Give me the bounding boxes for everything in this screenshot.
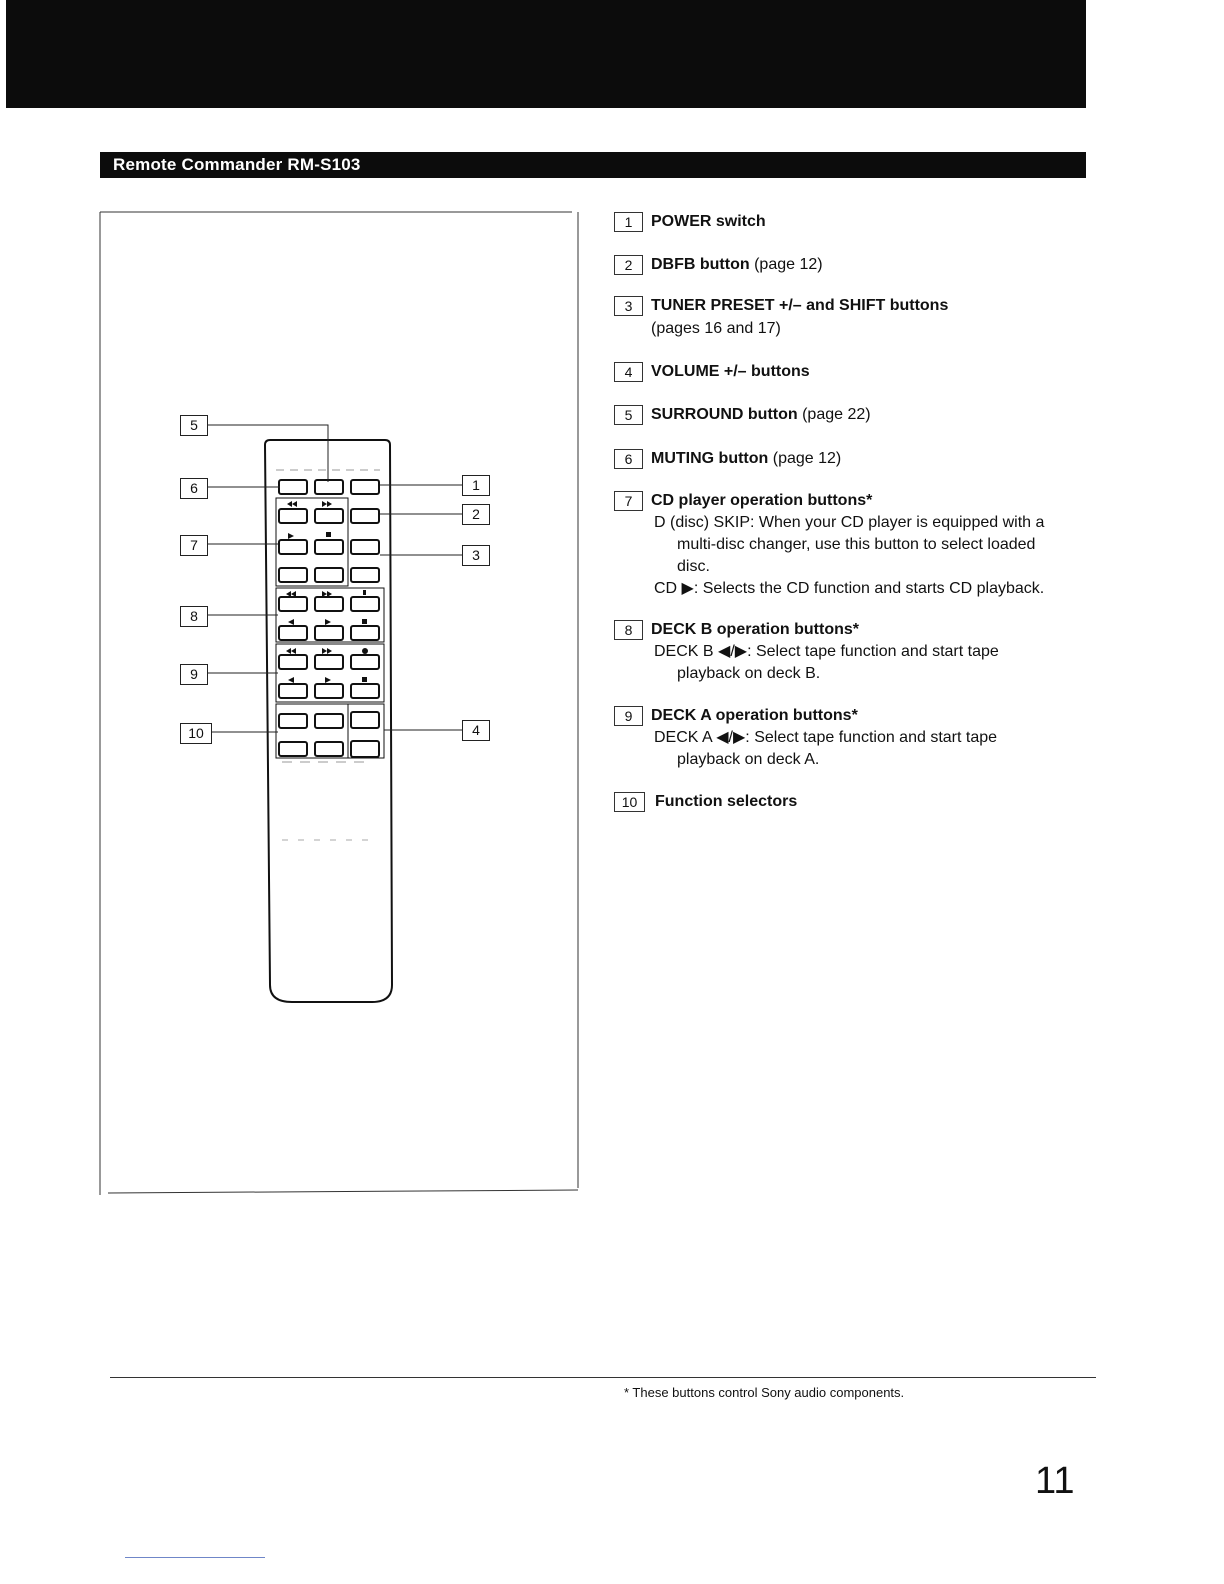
callout-9: 9 — [180, 664, 208, 685]
callout-3: 3 — [462, 545, 490, 566]
top-button-row — [279, 480, 379, 494]
item-title: POWER switch — [651, 213, 766, 230]
item-number: 6 — [614, 449, 643, 469]
item-title: Function selectors — [655, 793, 798, 810]
callout-4: 4 — [462, 720, 490, 741]
item-number: 10 — [614, 792, 645, 812]
callout-7: 7 — [180, 535, 208, 556]
section-title: Remote Commander RM-S103 — [113, 155, 361, 174]
cd-button-group — [276, 498, 379, 586]
callout-8: 8 — [180, 606, 208, 627]
item-detail: disc. — [677, 558, 710, 575]
remote-diagram — [0, 0, 600, 1210]
item-title: SURROUND button (page 22) — [651, 406, 871, 423]
item-number: 3 — [614, 296, 643, 316]
item-number: 2 — [614, 255, 643, 275]
bottom-rule — [125, 1557, 265, 1558]
item-number: 7 — [614, 491, 643, 511]
item-title: DECK A operation buttons* — [651, 707, 858, 724]
callout-5: 5 — [180, 415, 208, 436]
item-detail: playback on deck A. — [677, 751, 820, 768]
item-number: 1 — [614, 212, 643, 232]
item-number: 5 — [614, 405, 643, 425]
item-detail: playback on deck B. — [677, 665, 821, 682]
item-title: DECK B operation buttons* — [651, 621, 859, 638]
item-detail: D (disc) SKIP: When your CD player is equipped with a — [654, 514, 1045, 531]
item-title: DBFB button (page 12) — [651, 256, 823, 273]
item-title: VOLUME +/– buttons — [651, 363, 810, 380]
callout-2: 2 — [462, 504, 490, 525]
item-detail: DECK B ◀/▶: Select tape function and start tape — [654, 643, 999, 660]
item-title: TUNER PRESET +/– and SHIFT buttons — [651, 297, 949, 314]
item-number: 8 — [614, 620, 643, 640]
callout-6: 6 — [180, 478, 208, 499]
footnote: * These buttons control Sony audio components. — [624, 1385, 905, 1400]
item-title: CD player operation buttons* — [651, 492, 873, 509]
footnote-divider — [110, 1377, 1096, 1378]
callout-10: 10 — [180, 723, 212, 744]
item-title: MUTING button (page 12) — [651, 450, 842, 467]
item-number: 9 — [614, 706, 643, 726]
remote-illustration — [0, 0, 600, 1210]
item-detail: CD ▶: Selects the CD function and starts CD playback. — [654, 580, 1045, 597]
item-number: 4 — [614, 362, 643, 382]
item-detail: multi-disc changer, use this button to select loaded — [677, 536, 1036, 553]
page-number: 11 — [1035, 1460, 1075, 1502]
item-detail: (pages 16 and 17) — [651, 320, 781, 337]
callout-1: 1 — [462, 475, 490, 496]
item-detail: DECK A ◀/▶: Select tape function and start tape — [654, 729, 998, 746]
